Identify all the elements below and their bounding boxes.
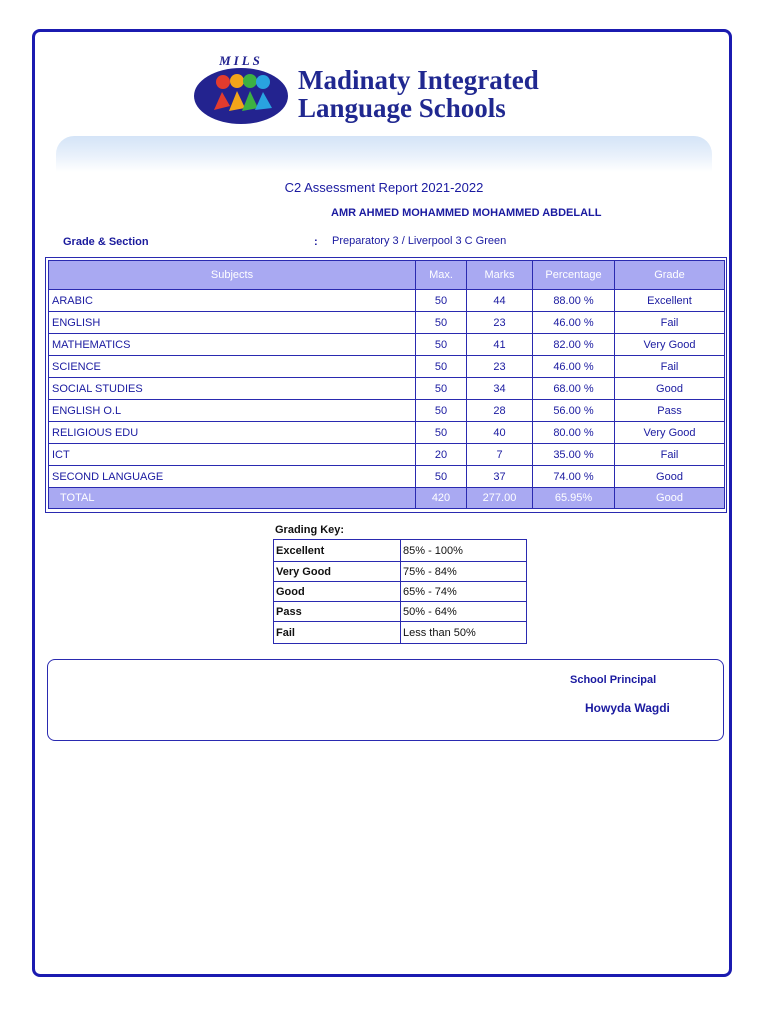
- grading-key-range: 65% - 74%: [401, 582, 527, 602]
- max-cell: 50: [416, 422, 467, 444]
- grading-key-row: [274, 540, 527, 562]
- table-row: [49, 290, 725, 312]
- grading-key-row: [274, 622, 527, 644]
- header-percentage: Percentage: [533, 261, 615, 290]
- table-row: [49, 444, 725, 466]
- subject-cell: ENGLISH O.L: [49, 400, 416, 422]
- grade-section-label: Grade & Section: [63, 236, 149, 248]
- subject-cell: ENGLISH: [49, 312, 416, 334]
- marks-cell: 23: [467, 312, 533, 334]
- marks-table: [48, 260, 725, 509]
- table-row: [49, 400, 725, 422]
- grading-key-range: 50% - 64%: [401, 602, 527, 622]
- grading-key-grade: Good: [274, 582, 401, 602]
- marks-cell: 7: [467, 444, 533, 466]
- marks-cell: 34: [467, 378, 533, 400]
- grading-key-range: 75% - 84%: [401, 562, 527, 582]
- percentage-cell: 82.00 %: [533, 334, 615, 356]
- signature-box: [47, 659, 724, 741]
- header-marks: Marks: [467, 261, 533, 290]
- marks-cell: 40: [467, 422, 533, 444]
- percentage-cell: 46.00 %: [533, 356, 615, 378]
- percentage-cell: 56.00 %: [533, 400, 615, 422]
- marks-table-container: [45, 257, 727, 513]
- grade-cell: Fail: [615, 312, 725, 334]
- principal-name: Howyda Wagdi: [585, 701, 670, 715]
- grading-key-row: [274, 562, 527, 582]
- marks-cell: 44: [467, 290, 533, 312]
- subject-cell: ICT: [49, 444, 416, 466]
- grading-key-table: [273, 539, 527, 644]
- percentage-cell: 46.00 %: [533, 312, 615, 334]
- grading-key-range: Less than 50%: [401, 622, 527, 644]
- grade-cell: Good: [615, 466, 725, 488]
- table-row: [49, 334, 725, 356]
- grading-key-grade: Pass: [274, 602, 401, 622]
- total-percentage: 65.95%: [533, 488, 615, 509]
- table-row: [49, 466, 725, 488]
- percentage-cell: 35.00 %: [533, 444, 615, 466]
- table-row: [49, 422, 725, 444]
- logo-text: MILS: [219, 53, 263, 68]
- grade-cell: Good: [615, 378, 725, 400]
- max-cell: 20: [416, 444, 467, 466]
- subject-cell: SCIENCE: [49, 356, 416, 378]
- subject-cell: MATHEMATICS: [49, 334, 416, 356]
- marks-cell: 41: [467, 334, 533, 356]
- percentage-cell: 80.00 %: [533, 422, 615, 444]
- grade-section-value: Preparatory 3 / Liverpool 3 C Green: [332, 235, 507, 247]
- grade-cell: Pass: [615, 400, 725, 422]
- max-cell: 50: [416, 312, 467, 334]
- school-name-line1: Madinaty Integrated: [298, 65, 539, 95]
- marks-header-row: [49, 261, 725, 290]
- grade-section-colon: :: [314, 236, 318, 248]
- grading-key-grade: Fail: [274, 622, 401, 644]
- grading-key-title: Grading Key:: [275, 524, 345, 536]
- total-marks: 277.00: [467, 488, 533, 509]
- total-max: 420: [416, 488, 467, 509]
- grading-key-range: 85% - 100%: [401, 540, 527, 562]
- total-label: TOTAL: [49, 488, 416, 509]
- max-cell: 50: [416, 334, 467, 356]
- percentage-cell: 88.00 %: [533, 290, 615, 312]
- marks-cell: 28: [467, 400, 533, 422]
- grading-key-grade: Excellent: [274, 540, 401, 562]
- percentage-cell: 74.00 %: [533, 466, 615, 488]
- table-row: [49, 312, 725, 334]
- header-banner: [56, 136, 712, 172]
- total-grade: Good: [615, 488, 725, 509]
- grade-cell: Fail: [615, 444, 725, 466]
- max-cell: 50: [416, 378, 467, 400]
- grade-cell: Very Good: [615, 422, 725, 444]
- grade-cell: Fail: [615, 356, 725, 378]
- max-cell: 50: [416, 466, 467, 488]
- subject-cell: RELIGIOUS EDU: [49, 422, 416, 444]
- marks-cell: 23: [467, 356, 533, 378]
- table-row: [49, 356, 725, 378]
- header-max: Max.: [416, 261, 467, 290]
- grade-cell: Very Good: [615, 334, 725, 356]
- marks-cell: 37: [467, 466, 533, 488]
- school-name-line2: Language Schools: [298, 93, 506, 123]
- report-title: C2 Assessment Report 2021-2022: [284, 180, 484, 195]
- total-row: [49, 488, 725, 509]
- principal-label: School Principal: [570, 674, 657, 686]
- school-logo: [192, 48, 292, 128]
- grading-key-row: [274, 582, 527, 602]
- percentage-cell: 68.00 %: [533, 378, 615, 400]
- subject-cell: SOCIAL STUDIES: [49, 378, 416, 400]
- max-cell: 50: [416, 400, 467, 422]
- grade-cell: Excellent: [615, 290, 725, 312]
- header-subjects: Subjects: [49, 261, 416, 290]
- subject-cell: ARABIC: [49, 290, 416, 312]
- header-grade: Grade: [615, 261, 725, 290]
- grading-key-row: [274, 602, 527, 622]
- table-row: [49, 378, 725, 400]
- grading-key-grade: Very Good: [274, 562, 401, 582]
- subject-cell: SECOND LANGUAGE: [49, 466, 416, 488]
- student-name: AMR AHMED MOHAMMED MOHAMMED ABDELALL: [331, 207, 602, 219]
- max-cell: 50: [416, 290, 467, 312]
- max-cell: 50: [416, 356, 467, 378]
- school-name: [298, 66, 539, 122]
